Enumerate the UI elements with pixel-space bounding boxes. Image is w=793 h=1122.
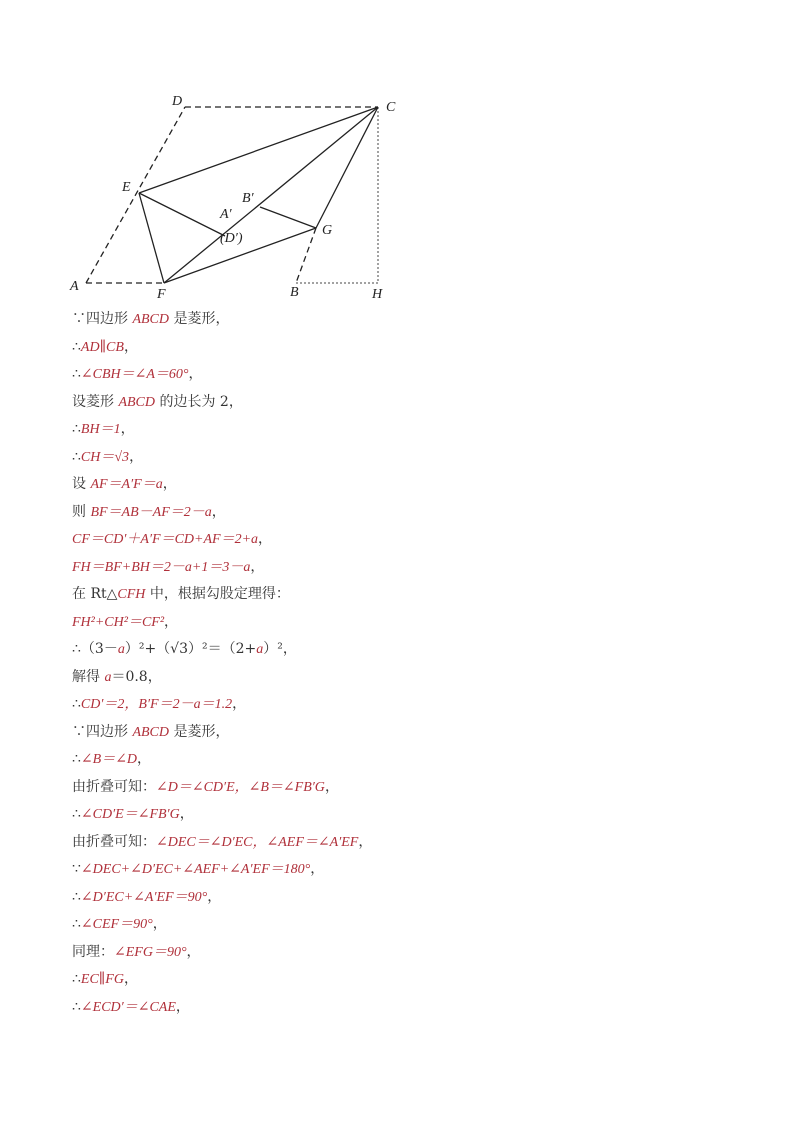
solution-line: [72, 966, 752, 994]
line-text: ∴: [72, 696, 81, 712]
solution-line: [72, 554, 752, 582]
line-text: ，: [258, 531, 273, 547]
math-expression: ∠D＝∠CD′E，∠B＝∠FB′G: [156, 779, 325, 795]
math-expression: AD∥CB: [80, 339, 124, 355]
math-expression: FH²+CH²＝CF²: [72, 614, 165, 630]
line-text: ，: [250, 558, 265, 575]
label-e: E: [122, 180, 131, 195]
side-gb: [296, 228, 316, 283]
label-d-prime: (D′): [220, 231, 243, 246]
math-expression: EC∥FG: [80, 972, 124, 987]
solution-line: [72, 801, 752, 829]
solution-line: [72, 856, 752, 884]
math-expression: CF＝CD′＋A′F＝CD+AF＝2+a: [72, 532, 259, 547]
solution-line: [72, 911, 752, 939]
line-text: 由折叠可知：: [72, 778, 156, 795]
segment-ec: [139, 107, 378, 193]
solution-line: [72, 994, 752, 1022]
label-c: C: [386, 100, 396, 115]
solution-line: [72, 609, 752, 637]
solution-line: [72, 526, 752, 554]
label-b: B: [290, 285, 299, 300]
solution-line: [72, 361, 752, 389]
solution-line: [72, 334, 752, 362]
line-text: ∴（3－: [72, 641, 118, 657]
line-text: ，: [179, 806, 194, 822]
line-text: ，: [129, 448, 144, 465]
math-expression: ∠CBH＝∠A＝60°: [80, 367, 189, 382]
math-expression: ∠CEF＝90°: [80, 917, 153, 932]
line-text: 是菱形，: [169, 723, 230, 740]
line-text: ，: [310, 861, 325, 877]
solution-line: [72, 636, 752, 664]
label-d: D: [172, 94, 183, 109]
line-text: ∴: [72, 806, 81, 822]
solution-line: [72, 471, 752, 499]
segment-fc: [164, 107, 378, 283]
segment-cg: [316, 107, 378, 228]
line-text: ＝0.8，: [111, 668, 162, 685]
math-expression: ∠D′EC+∠A′EF＝90°: [80, 889, 208, 905]
math-expression: ABCD: [132, 312, 170, 327]
math-expression: a: [256, 642, 264, 657]
segment-bg: [260, 207, 316, 228]
math-expression: CD′＝2，B′F＝2－a＝1.2: [80, 697, 233, 712]
segment-ea: [139, 193, 225, 236]
solution-line: [72, 884, 752, 912]
math-expression: ∠B＝∠D: [80, 752, 138, 767]
line-text: 是菱形，: [169, 311, 230, 327]
solution-line: [72, 719, 752, 747]
line-text: ，: [175, 998, 190, 1015]
line-text: ，: [123, 971, 138, 987]
line-text: ∴: [72, 916, 81, 932]
solution-line: [72, 939, 752, 967]
label-a-prime: A′: [220, 207, 232, 222]
line-text: 在 Rt△: [72, 586, 118, 602]
line-text: 的边长为 2，: [155, 393, 243, 410]
line-text: ，: [164, 613, 179, 630]
solution-line: [72, 581, 752, 609]
math-expression: ∠DEC＝∠D′EC，∠AEF＝∠A′EF: [156, 834, 359, 850]
solution-line: [72, 416, 752, 444]
line-text: 同理：: [72, 943, 114, 960]
label-g: G: [322, 223, 333, 238]
label-f: F: [157, 287, 166, 302]
line-text: ，: [120, 421, 135, 437]
line-text: ∵: [72, 861, 81, 877]
solution-line: [72, 499, 752, 527]
line-text: ，: [358, 833, 373, 850]
line-text: ，: [137, 751, 152, 767]
solution-line: [72, 746, 752, 774]
line-text: ，: [186, 943, 201, 960]
label-a: A: [70, 279, 79, 294]
solution-line: [72, 829, 752, 857]
line-text: ∴: [72, 998, 81, 1015]
line-text: ，: [162, 476, 177, 492]
line-text: ∴: [72, 888, 81, 905]
line-text: ∵四边形: [72, 311, 133, 327]
solution-line: [72, 389, 752, 417]
segment-fe: [139, 193, 164, 283]
line-text: ，: [211, 503, 226, 520]
line-text: ∴: [72, 338, 81, 355]
solution-line: [72, 691, 752, 719]
solution-line: [72, 444, 752, 472]
line-text: ，: [324, 778, 339, 795]
label-h: H: [372, 287, 383, 302]
math-expression: BF＝AB－AF＝2－a: [90, 504, 212, 520]
side-ad: [86, 107, 185, 283]
solution-line: [72, 774, 752, 802]
label-b-prime: B′: [242, 191, 254, 206]
math-expression: CH＝√3: [80, 449, 130, 465]
line-text: ，: [207, 888, 222, 905]
math-expression: ABCD: [118, 394, 156, 410]
math-expression: CFH: [117, 587, 146, 602]
line-text: 设: [72, 476, 91, 492]
math-expression: a: [117, 642, 125, 657]
line-text: ∴: [72, 448, 81, 465]
line-text: ∵四边形: [72, 723, 133, 740]
line-text: ∴: [72, 366, 81, 382]
line-text: 则: [72, 503, 91, 520]
line-text: 解得: [72, 668, 105, 685]
solution-line: [72, 664, 752, 692]
solution-line: [72, 306, 752, 334]
math-expression: ABCD: [132, 724, 170, 740]
line-text: ∴: [72, 421, 81, 437]
math-expression: FH＝BF+BH＝2－a+1＝3－a: [72, 559, 251, 575]
line-text: 由折叠可知：: [72, 833, 156, 850]
line-text: ，: [232, 696, 247, 712]
math-expression: ∠DEC+∠D′EC+∠AEF+∠A′EF＝180°: [80, 862, 311, 877]
line-text: ∴: [72, 751, 81, 767]
line-text: ）²，: [263, 641, 297, 657]
line-text: 设菱形: [72, 393, 119, 410]
math-expression: ∠ECD′＝∠CAE: [80, 999, 176, 1015]
line-text: 中，根据勾股定理得：: [145, 586, 290, 602]
math-expression: AF＝A′F＝a: [90, 477, 163, 492]
geometry-figure: [60, 88, 420, 308]
math-expression: ∠CD′E＝∠FB′G: [80, 807, 180, 822]
solution-text: [72, 306, 752, 1021]
math-expression: ∠EFG＝90°: [114, 944, 187, 960]
line-text: ，: [188, 366, 203, 382]
line-text: ∴: [72, 971, 81, 987]
line-text: ）²+（√3）²＝（2+: [124, 641, 257, 657]
line-text: ，: [123, 338, 138, 355]
line-text: ，: [152, 916, 167, 932]
math-expression: a: [104, 669, 112, 685]
math-expression: BH＝1: [80, 422, 121, 437]
